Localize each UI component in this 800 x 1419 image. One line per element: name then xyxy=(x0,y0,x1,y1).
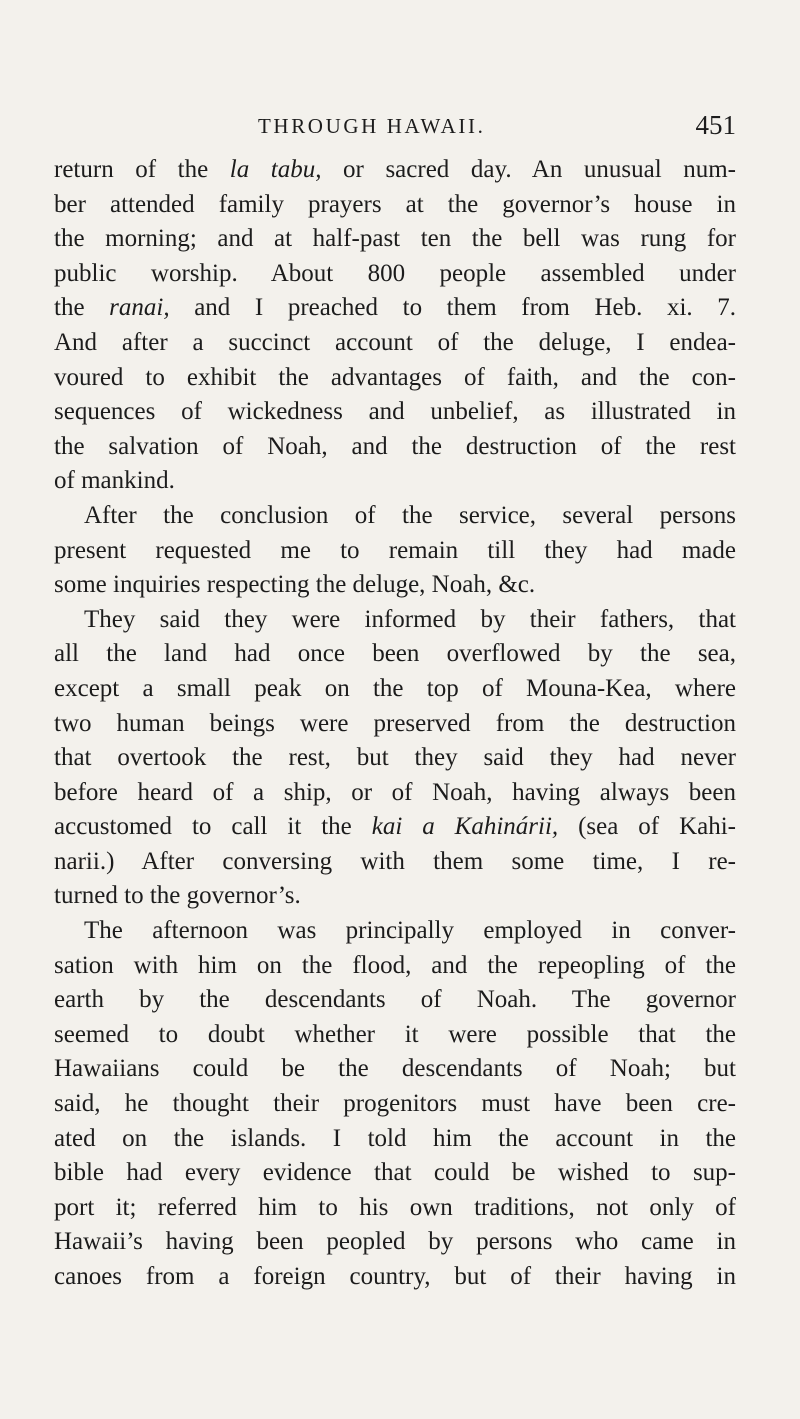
text-line xyxy=(54,499,736,534)
text-run: bible had every evidence that could be wished to sup- xyxy=(54,1159,736,1187)
text-line xyxy=(54,188,736,223)
text-line xyxy=(54,983,736,1018)
text-line xyxy=(54,879,736,914)
running-head: THROUGH HAWAII. xyxy=(258,114,486,138)
text-line xyxy=(54,707,736,742)
text-line xyxy=(54,1052,736,1087)
text-run: all the land had once been overflowed by the sea, xyxy=(54,640,736,668)
text-run: narii.) After conversing with them some time, I re- xyxy=(54,847,736,875)
text-line xyxy=(54,810,736,845)
text-run: or sacred day. An unusual num- xyxy=(321,156,736,183)
text-line xyxy=(54,153,736,188)
text-line xyxy=(54,464,736,499)
text-run: canoes from a foreign country, but of their having in xyxy=(54,1263,736,1290)
text-run: before heard of a ship, or of Noah, having always been xyxy=(54,778,736,806)
body-text xyxy=(54,153,736,1295)
text-run: that overtook the rest, but they said they had never xyxy=(54,744,736,772)
text-line xyxy=(54,326,736,361)
text-run: return of the xyxy=(54,156,230,183)
text-run: and I preached to them from Heb. xi. 7. xyxy=(169,294,737,322)
text-line xyxy=(54,845,736,880)
text-line xyxy=(54,776,736,811)
text-line xyxy=(54,914,736,949)
text-line xyxy=(54,361,736,396)
text-line xyxy=(54,603,736,638)
text-run: voured to exhibit the advantages of faith, and the con- xyxy=(54,363,736,391)
text-run: They said they were informed by their fathers, that xyxy=(84,605,736,633)
text-line xyxy=(54,291,736,326)
text-run: (sea of Kahi- xyxy=(558,813,736,841)
text-line xyxy=(54,257,736,292)
text-run: except a small peak on the top of Mouna-Kea, where xyxy=(54,674,736,702)
text-run: turned to the governor’s. xyxy=(54,882,301,910)
text-run: After the conclusion of the service, several persons xyxy=(84,501,736,529)
text-run: the xyxy=(54,294,110,322)
text-run: two human beings were preserved from the destruction xyxy=(54,709,736,737)
text-run: seemed to doubt whether it were possible that the xyxy=(54,1020,736,1048)
text-line xyxy=(54,1018,736,1053)
text-line xyxy=(54,741,736,776)
text-line xyxy=(54,430,736,465)
text-run: public worship. About 800 people assembled under xyxy=(54,259,736,287)
text-run: ber attended family prayers at the governor’s house in xyxy=(54,190,736,218)
text-line xyxy=(54,672,736,707)
text-line xyxy=(54,1122,736,1157)
text-run: of mankind. xyxy=(54,467,175,495)
text-run: Hawaiians could be the descendants of Noah; but xyxy=(54,1055,736,1083)
italic-term: kai a Kahinárii, xyxy=(371,813,559,841)
text-run: And after a succinct account of the deluge, I endea- xyxy=(54,328,736,356)
text-line xyxy=(54,395,736,430)
text-run: Hawaii’s having been peopled by persons who came in xyxy=(54,1228,736,1256)
text-run: port it; referred him to his own traditions, not only of xyxy=(54,1193,736,1221)
text-run: some inquiries respecting the deluge, Noah, &c. xyxy=(54,571,536,599)
text-run: accustomed to call it the xyxy=(54,813,372,841)
text-run: the morning; and at half-past ten the bell was rung for xyxy=(54,225,736,253)
text-line xyxy=(54,1156,736,1191)
italic-term: ranai, xyxy=(109,294,170,322)
text-run: the salvation of Noah, and the destruction of the rest xyxy=(54,432,736,460)
text-run: sation with him on the flood, and the repeopling of the xyxy=(54,951,736,979)
text-line xyxy=(54,534,736,569)
text-line xyxy=(54,222,736,257)
page-header xyxy=(54,110,736,140)
text-line xyxy=(54,637,736,672)
text-run: ated on the islands. I told him the account in the xyxy=(54,1124,736,1152)
text-run: The afternoon was principally employed in conver- xyxy=(84,917,736,945)
text-line xyxy=(54,1191,736,1226)
text-run: said, he thought their progenitors must have been cre- xyxy=(54,1090,736,1118)
italic-term: la tabu, xyxy=(229,156,322,183)
text-line xyxy=(54,1087,736,1122)
text-line xyxy=(54,1260,736,1295)
text-line xyxy=(54,568,736,603)
text-line xyxy=(54,1225,736,1260)
text-run: earth by the descendants of Noah. The governor xyxy=(54,986,736,1014)
text-line xyxy=(54,949,736,984)
page-number: 451 xyxy=(695,110,736,140)
text-run: sequences of wickedness and unbelief, as illustrated in xyxy=(54,398,736,426)
text-run: present requested me to remain till they had made xyxy=(54,536,736,564)
